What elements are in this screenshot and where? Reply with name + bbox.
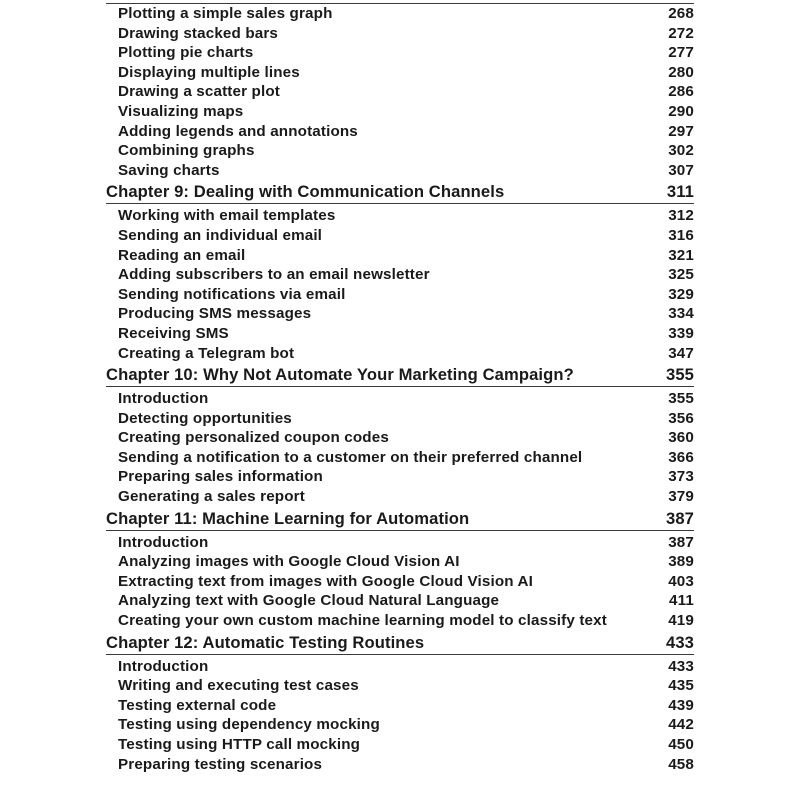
entry-title: Working with email templates — [118, 207, 336, 225]
toc-entry[interactable] — [106, 82, 694, 102]
chapter-title: Chapter 10: Why Not Automate Your Marketing Campaign? — [106, 365, 574, 385]
chapter-heading[interactable] — [106, 632, 694, 655]
entry-title: Reading an email — [118, 246, 246, 264]
entry-page-number: 290 — [668, 102, 694, 120]
toc-entry[interactable] — [106, 246, 694, 266]
chapter-title: Chapter 9: Dealing with Communication Channels — [106, 182, 505, 202]
entry-title: Preparing sales information — [118, 468, 323, 486]
entry-page-number: 389 — [668, 553, 694, 571]
entry-page-number: 268 — [668, 5, 694, 22]
entry-page-number: 297 — [668, 122, 694, 140]
entry-title: Creating a Telegram bot — [118, 344, 295, 362]
toc-entry[interactable] — [106, 428, 694, 448]
entry-page-number: 307 — [668, 161, 694, 179]
chapter-page-number: 433 — [666, 632, 694, 652]
entry-title: Testing external code — [118, 696, 277, 714]
entry-title: Plotting a simple sales graph — [118, 5, 333, 22]
entry-title: Generating a sales report — [118, 488, 305, 506]
toc-entry[interactable] — [106, 657, 694, 677]
chapter-title: Chapter 11: Machine Learning for Automation — [106, 508, 470, 528]
toc-entry[interactable] — [106, 696, 694, 716]
toc-entry[interactable] — [106, 572, 694, 592]
entry-title: Combining graphs — [118, 142, 255, 160]
entry-title: Adding subscribers to an email newsletter — [118, 266, 430, 284]
toc-entry[interactable] — [106, 102, 694, 122]
entry-page-number: 272 — [668, 24, 694, 42]
entry-page-number: 280 — [668, 63, 694, 81]
entry-title: Testing using dependency mocking — [118, 716, 380, 734]
entry-title: Preparing testing scenarios — [118, 755, 323, 773]
toc-entry[interactable] — [106, 755, 694, 775]
entry-page-number: 302 — [668, 142, 694, 160]
toc-entry[interactable] — [106, 467, 694, 487]
toc-entry[interactable] — [106, 63, 694, 83]
entry-page-number: 325 — [668, 266, 694, 284]
chapter-title: Chapter 12: Automatic Testing Routines — [106, 632, 425, 652]
entry-page-number: 277 — [668, 44, 694, 62]
entry-page-number: 366 — [668, 448, 694, 466]
entry-page-number: 450 — [668, 736, 694, 753]
chapter-heading-cutoff — [106, 0, 694, 4]
entry-title: Analyzing images with Google Cloud Vision AI — [118, 553, 460, 571]
entry-title: Analyzing text with Google Cloud Natural Language — [118, 592, 500, 610]
toc-entry[interactable] — [106, 324, 694, 344]
entry-title: Testing using HTTP call mocking — [118, 736, 361, 753]
toc-entry[interactable] — [106, 4, 694, 24]
toc-entry[interactable] — [106, 715, 694, 735]
entry-page-number: 356 — [668, 409, 694, 427]
entry-page-number: 329 — [668, 285, 694, 303]
toc-entry[interactable] — [106, 409, 694, 429]
entry-title: Extracting text from images with Google Cloud Vision AI — [118, 572, 533, 590]
toc-entry[interactable] — [106, 206, 694, 226]
toc-entry[interactable] — [106, 24, 694, 44]
toc-entry[interactable] — [106, 611, 694, 631]
entry-title: Visualizing maps — [118, 102, 244, 120]
chapter-page-number: 311 — [666, 182, 694, 202]
entry-title: Receiving SMS — [118, 324, 229, 342]
toc-entry[interactable] — [106, 735, 694, 755]
entry-page-number: 458 — [668, 755, 694, 773]
toc-entry[interactable] — [106, 487, 694, 507]
toc-entry[interactable] — [106, 265, 694, 285]
entry-page-number: 403 — [668, 572, 694, 590]
entry-page-number: 411 — [669, 592, 694, 610]
entry-title: Introduction — [118, 657, 209, 675]
entry-page-number: 435 — [668, 677, 694, 695]
toc-entry[interactable] — [106, 122, 694, 142]
toc-entry[interactable] — [106, 533, 694, 553]
entry-page-number: 321 — [668, 246, 694, 264]
toc-entry[interactable] — [106, 591, 694, 611]
chapter-heading[interactable] — [106, 364, 694, 387]
toc-entry[interactable] — [106, 304, 694, 324]
entry-title: Drawing stacked bars — [118, 24, 278, 42]
entry-page-number: 419 — [668, 612, 694, 630]
entry-page-number: 312 — [668, 207, 694, 225]
table-of-contents — [106, 0, 694, 774]
toc-entry[interactable] — [106, 226, 694, 246]
entry-title: Sending a notification to a customer on their preferred channel — [118, 448, 583, 466]
entry-page-number: 347 — [668, 344, 694, 362]
chapter-heading[interactable] — [106, 181, 694, 204]
entry-title: Saving charts — [118, 161, 220, 179]
chapter-rule — [106, 3, 694, 4]
entry-page-number: 286 — [668, 83, 694, 101]
entry-title: Creating personalized coupon codes — [118, 429, 389, 447]
entry-title: Drawing a scatter plot — [118, 83, 280, 101]
toc-entry[interactable] — [106, 161, 694, 181]
entry-page-number: 339 — [668, 324, 694, 342]
toc-entry[interactable] — [106, 448, 694, 468]
entry-title: Producing SMS messages — [118, 305, 312, 323]
entry-title: Creating your own custom machine learning model to classify text — [118, 612, 607, 630]
entry-page-number: 439 — [668, 696, 694, 714]
chapter-page-number: 355 — [666, 365, 694, 385]
entry-title: Writing and executing test cases — [118, 677, 359, 695]
entry-page-number: 433 — [668, 657, 694, 675]
toc-entry[interactable] — [106, 389, 694, 409]
entry-page-number: 379 — [668, 488, 694, 506]
chapter-heading[interactable] — [106, 508, 694, 531]
entry-page-number: 316 — [668, 226, 694, 244]
entry-page-number: 442 — [668, 716, 694, 734]
toc-entry[interactable] — [106, 43, 694, 63]
entry-page-number: 334 — [668, 305, 694, 323]
entry-page-number: 373 — [668, 468, 694, 486]
toc-entry[interactable] — [106, 676, 694, 696]
toc-entry[interactable] — [106, 141, 694, 161]
entry-title: Introduction — [118, 533, 209, 551]
entry-page-number: 387 — [668, 533, 694, 551]
entry-title: Detecting opportunities — [118, 409, 292, 427]
entry-title: Plotting pie charts — [118, 44, 254, 62]
entry-title: Sending notifications via email — [118, 285, 346, 303]
entry-page-number: 355 — [668, 390, 694, 408]
entry-title: Displaying multiple lines — [118, 63, 300, 81]
entry-title: Sending an individual email — [118, 226, 323, 244]
entry-title: Introduction — [118, 390, 209, 408]
entry-page-number: 360 — [668, 429, 694, 447]
entry-title: Adding legends and annotations — [118, 122, 358, 140]
toc-entry[interactable] — [106, 552, 694, 572]
chapter-page-number: 387 — [666, 508, 694, 528]
toc-entry[interactable] — [106, 344, 694, 364]
toc-entry[interactable] — [106, 285, 694, 305]
